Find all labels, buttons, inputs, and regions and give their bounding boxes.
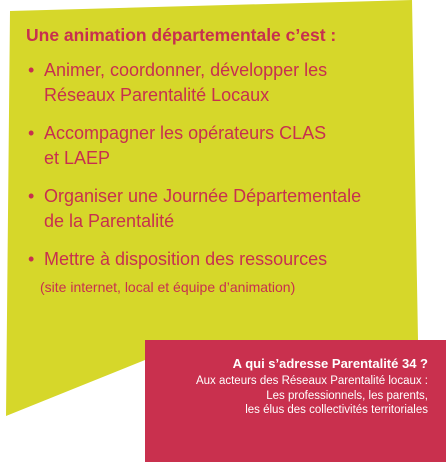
list-item-line: Réseaux Parentalité Locaux: [44, 85, 270, 105]
main-content: [26, 24, 426, 296]
panel-line: Les professionnels, les parents,: [266, 389, 428, 402]
bullet-list: [26, 58, 426, 272]
bullet-icon: •: [28, 60, 35, 80]
list-item: [26, 247, 426, 272]
panel-line: les élus des collectivités territoriales: [245, 404, 428, 416]
list-item-line: Animer, coordonner, développer les: [44, 60, 328, 80]
list-item-line: Accompagner les opérateurs CLAS: [44, 123, 327, 143]
list-item-line: et LAEP: [44, 148, 111, 168]
audience-panel: [145, 340, 446, 462]
list-item-line: Mettre à disposition des ressources: [44, 249, 328, 269]
panel-title: A qui s’adresse Parentalité 34 ?: [232, 356, 428, 371]
bullet-icon: •: [28, 249, 35, 269]
list-item: [26, 121, 426, 171]
panel-line: Aux acteurs des Réseaux Parentalité locaux :: [195, 375, 428, 387]
heading: Une animation départementale c’est :: [26, 25, 337, 45]
resources-note: (site internet, local et équipe d’animation): [40, 279, 296, 295]
bullet-icon: •: [28, 123, 35, 143]
list-item-line: de la Parentalité: [44, 211, 175, 231]
list-item-line: Organiser une Journée Départementale: [44, 186, 362, 206]
bullet-icon: •: [28, 186, 35, 206]
list-item: [26, 184, 426, 234]
list-item: [26, 58, 426, 108]
